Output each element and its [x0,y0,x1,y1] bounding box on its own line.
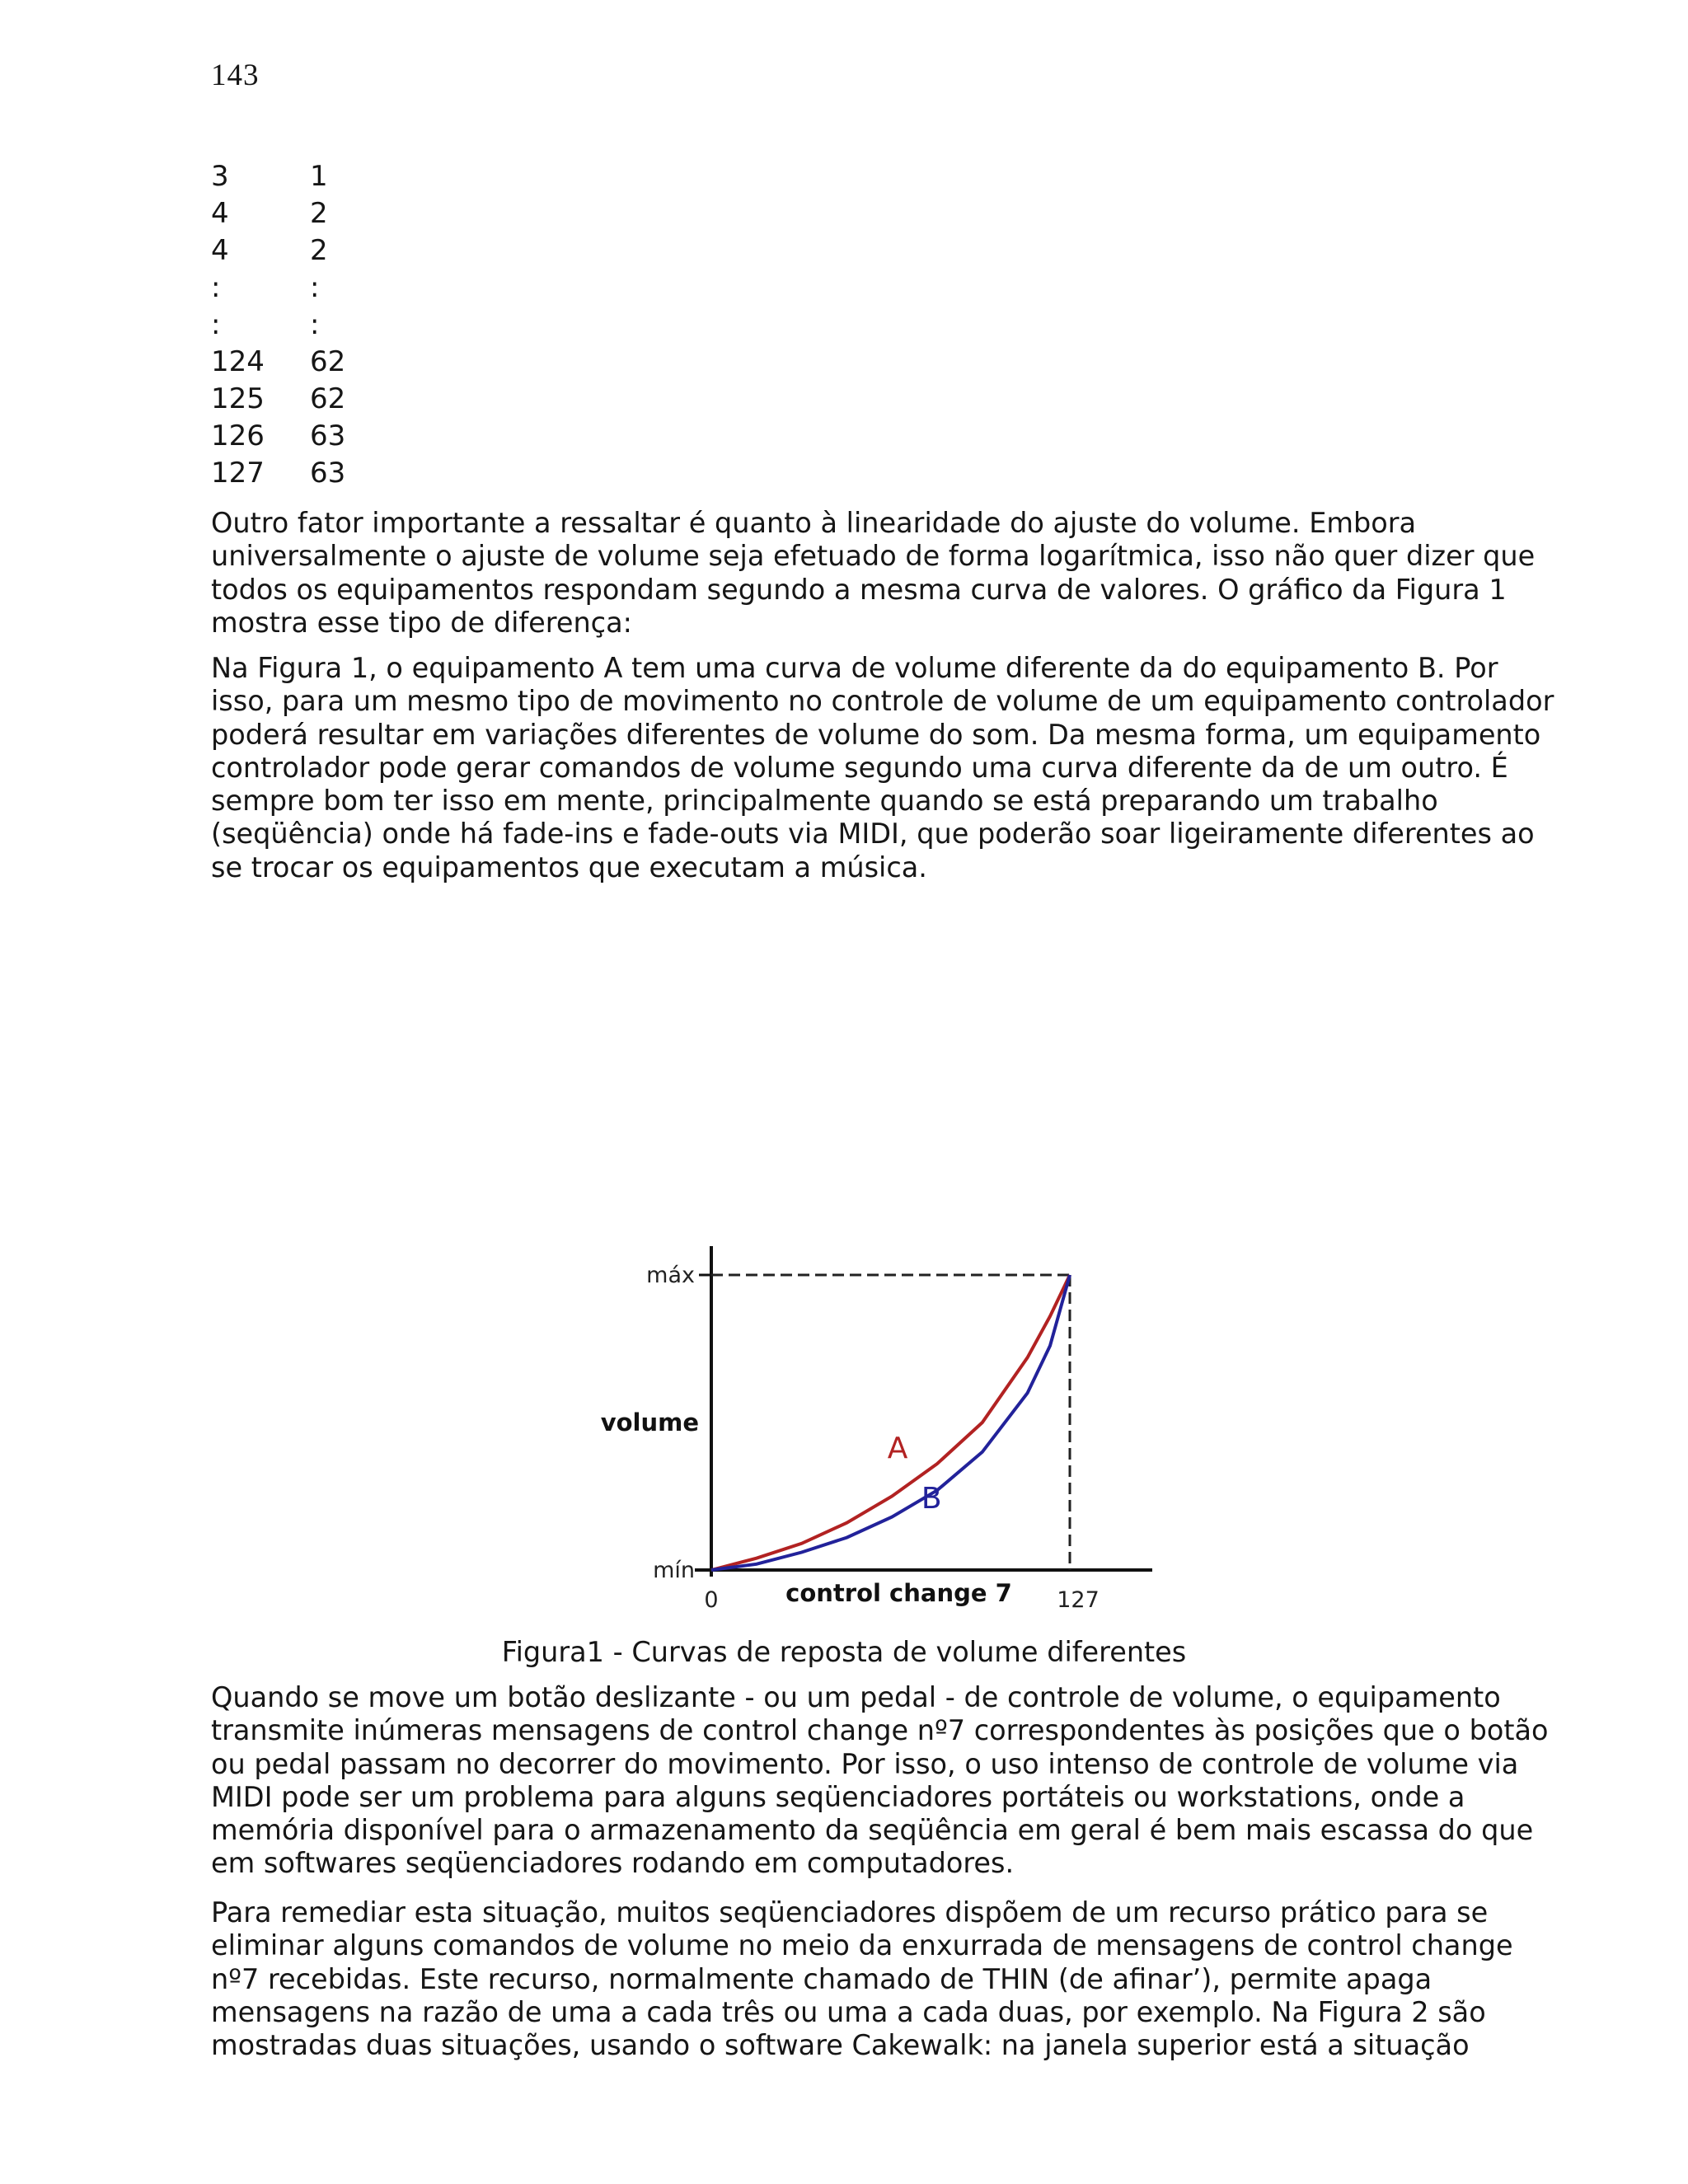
paragraph-thin-feature: Para remediar esta situação, muitos seqüenciadores dispõem de um recurso prático para se eliminar alguns comandos de volume no meio da enxurrada de mensagens de control change nº7 recebidas. Este recurso, normalmente chamado de THIN (de afinar’), permite apaga mensagens na razão de uma a cada três ou uma a cada duas, por exemplo. Na Figura 2 são mostradas duas situações, usando o software Cakewalk: na janela superior está a situação [211,1896,1513,2062]
cell: 3 [211,160,229,193]
table-row [211,269,409,307]
cell: : [211,308,221,341]
figure-1-volume-curves [577,1228,1187,1624]
cell: : [310,308,320,341]
cell: : [310,271,320,304]
value-table [211,158,409,492]
table-row [211,195,409,232]
cell: 124 [211,345,265,378]
table-row [211,158,409,195]
table-row [211,344,409,381]
cell: 4 [211,197,229,230]
series-a-label: A [887,1431,908,1465]
x-axis-label: control change 7 [785,1579,1012,1607]
series-b-line [711,1275,1070,1570]
cell: 1 [310,160,328,193]
figure-caption: Figura1 - Curvas de reposta de volume diferentes [501,1636,1187,1668]
series-b-label: B [921,1481,942,1516]
y-tick-label-min: mín [653,1558,695,1583]
cell: 2 [310,197,328,230]
page-number: 143 [211,59,260,92]
paragraph-linearity: Outro fator importante a ressaltar é quanto à linearidade do ajuste do volume. Embora universalmente o ajuste de volume seja efetuado de forma logarítmica, isso não quer dizer que todos os equipamentos respondam segundo a mesma curva de valores. O gráfico da Figura 1 mostra esse tipo de diferença: [211,507,1536,639]
cell: 62 [310,382,346,415]
table-row [211,307,409,344]
cell: 62 [310,345,346,378]
series-a-line [711,1275,1070,1570]
cell: 4 [211,234,229,267]
x-tick-label-127: 127 [1057,1587,1100,1613]
table-row [211,232,409,269]
cell: 63 [310,457,346,490]
x-tick-label-0: 0 [704,1587,719,1613]
y-axis-label: volume [600,1408,699,1436]
cell: 126 [211,419,265,452]
table-row [211,455,409,492]
cell: 63 [310,419,346,452]
y-tick-label-max: máx [646,1263,695,1288]
cell: 127 [211,457,265,490]
cell: : [211,271,221,304]
paragraph-figure-1-explanation: Na Figura 1, o equipamento A tem uma curva de volume diferente da do equipamento B. Por isso, para um mesmo tipo de movimento no controle de volume de um equipamento controlador poderá resultar em variações diferentes de volume do som. Da mesma forma, um equipamento controlador pode gerar comandos de volume segundo uma curva diferente da de um outro. É sempre bom ter isso em mente, principalmente quando se está preparando um trabalho (seqüência) onde há fade-ins e fade-outs via MIDI, que poderão soar ligeiramente diferentes ao se trocar os equipamentos que executam a música. [211,652,1554,883]
table-row [211,418,409,455]
table-row [211,381,409,418]
cell: 2 [310,234,328,267]
paragraph-volume-messages: Quando se move um botão deslizante - ou um pedal - de controle de volume, o equipamento transmite inúmeras mensagens de control change nº7 correspondentes às posições que o botão ou pedal passam no decorrer do movimento. Por isso, o uso intenso de controle de volume via MIDI pode ser um problema para alguns seqüenciadores portáteis ou workstations, onde a memória disponível para o armazenamento da seqüência em geral é bem mais escassa do que em softwares seqüenciadores rodando em computadores. [211,1681,1549,1880]
volume-curve-chart [577,1228,1187,1624]
cell: 125 [211,382,265,415]
